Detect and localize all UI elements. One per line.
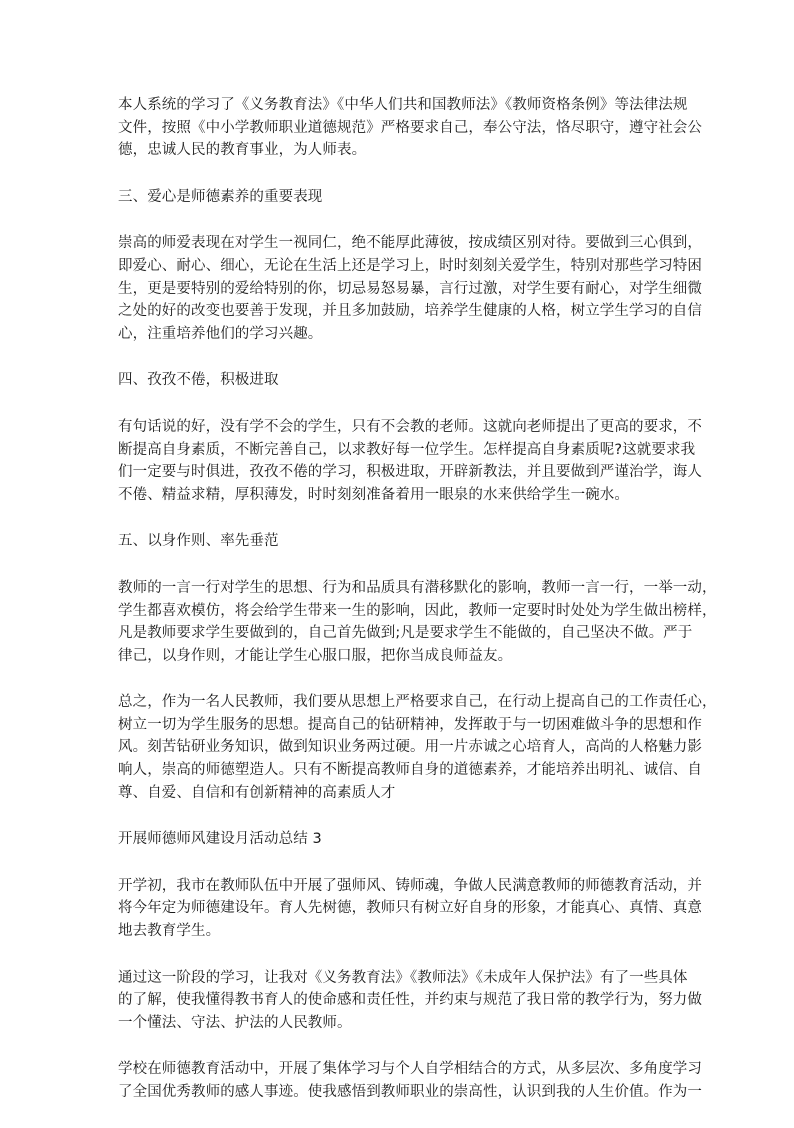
heading-text: 开展师德师风建设月活动总结 3 — [118, 831, 322, 848]
document-heading — [118, 828, 678, 851]
text-line: 断提高自身素质，不断完善自己，以求教好每一位学生。怎样提高自身素质呢?这就要求我 — [118, 441, 696, 458]
text-line: 了全国优秀教师的感人事迹。使我感悟到教师职业的崇高性，认识到我的人生价值。作为一 — [118, 1084, 702, 1100]
heading-text: 三、爱心是师德素养的重要表现 — [118, 188, 323, 205]
paragraph-2 — [118, 232, 702, 345]
paragraph-6 — [118, 875, 702, 943]
text-line: 开学初，我市在教师队伍中开展了强师风、铸师魂，争做人民满意教师的师德教育活动，并 — [118, 877, 702, 894]
section-heading-3 — [118, 186, 678, 209]
text-line: 的了解，使我懂得教书育人的使命感和责任性，并约束与规范了我日常的教学行为，努力做 — [118, 992, 702, 1009]
text-line: 之处的好的改变也要善于发现，并且多加鼓励，培养学生健康的人格，树立学生学习的自信 — [118, 303, 702, 320]
document-page — [118, 94, 717, 1128]
text-line: 将今年定为师德建设年。育人先树德，教师只有树立好自身的形象，才能真心、真情、真意 — [118, 900, 702, 917]
text-line: 响人，崇高的师德塑造人。只有不断提高教师自身的道德素养，才能培养出明礼、诚信、自 — [118, 762, 702, 779]
text-line: 尊、自爱、自信和有创新精神的高素质人才 — [118, 784, 396, 801]
text-line: 地去教育学生。 — [118, 923, 221, 940]
text-line: 本人系统的学习了《义务教育法》《中华人们共和国教师法》《教师资格条例》等法律法规 — [118, 97, 688, 113]
paragraph-5 — [118, 691, 717, 804]
text-line: 德，忠诚人民的教育事业，为人师表。 — [118, 142, 367, 159]
text-line: 通过这一阶段的学习，让我对《义务教育法》《教师法》《未成年人保护法》有了一些具体 — [118, 969, 688, 986]
heading-text: 五、以身作则、率先垂范 — [118, 533, 279, 550]
text-line: 学生都喜欢模仿，将会给学生带来一生的影响，因此，教师一定要时时处处为学生做出榜样， — [118, 602, 717, 619]
text-line: 不倦、精益求精，厚积薄发，时时刻刻准备着用一眼泉的水来供给学生一碗水。 — [118, 486, 629, 503]
paragraph-7 — [118, 967, 702, 1035]
text-line: 们一定要与时俱进，孜孜不倦的学习，积极进取，开辟新教法，并且要做到严谨治学，诲人 — [118, 464, 702, 481]
text-line: 生，更是要特别的爱给特别的你，切忌易怒易暴，言行过激，对学生要有耐心，对学生细微 — [118, 280, 702, 297]
paragraph-3 — [118, 416, 702, 506]
text-line: 有句话说的好，没有学不会的学生，只有不会教的老师。这就向老师提出了更高的要求，不 — [118, 418, 702, 435]
text-line: 崇高的师爱表现在对学生一视同仁，绝不能厚此薄彼，按成绩区别对待。要做到三心俱到， — [118, 235, 702, 252]
paragraph-8 — [118, 1058, 702, 1103]
text-line: 风。刻苦钻研业务知识，做到知识业务两过硬。用一片赤诚之心培育人，高尚的人格魅力影 — [118, 739, 702, 756]
text-line: 学校在师德教育活动中，开展了集体学习与个人自学相结合的方式，从多层次、多角度学习 — [118, 1061, 702, 1078]
text-line: 凡是教师要求学生要做到的，自己首先做到;凡是要求学生不能做的，自己坚决不做。严于 — [118, 625, 693, 642]
text-line: 心，注重培养他们的学习兴趣。 — [118, 325, 323, 342]
paragraph-4 — [118, 577, 717, 667]
paragraph-1 — [118, 94, 702, 162]
text-line: 文件，按照《中小学教师职业道德规范》严格要求自己，奉公守法，恪尽职守，遵守社会公 — [118, 119, 702, 136]
text-line: 律己，以身作则，才能让学生心服口服，把你当成良师益友。 — [118, 647, 513, 664]
text-line: 总之，作为一名人民教师，我们要从思想上严格要求自己，在行动上提高自己的工作责任心， — [118, 694, 717, 711]
text-line: 即爱心、耐心、细心，无论在生活上还是学习上，时时刻刻关爱学生，特别对那些学习特困 — [118, 257, 702, 274]
section-heading-5 — [118, 530, 678, 553]
section-heading-4 — [118, 369, 678, 392]
heading-text: 四、孜孜不倦，积极进取 — [118, 372, 279, 389]
text-line: 教师的一言一行对学生的思想、行为和品质具有潜移默化的影响，教师一言一行，一举一动， — [118, 579, 717, 596]
text-line: 树立一切为学生服务的思想。提高自己的钻研精神，发挥敢于与一切困难做斗争的思想和作 — [118, 716, 702, 733]
text-line: 一个懂法、守法、护法的人民教师。 — [118, 1014, 352, 1031]
